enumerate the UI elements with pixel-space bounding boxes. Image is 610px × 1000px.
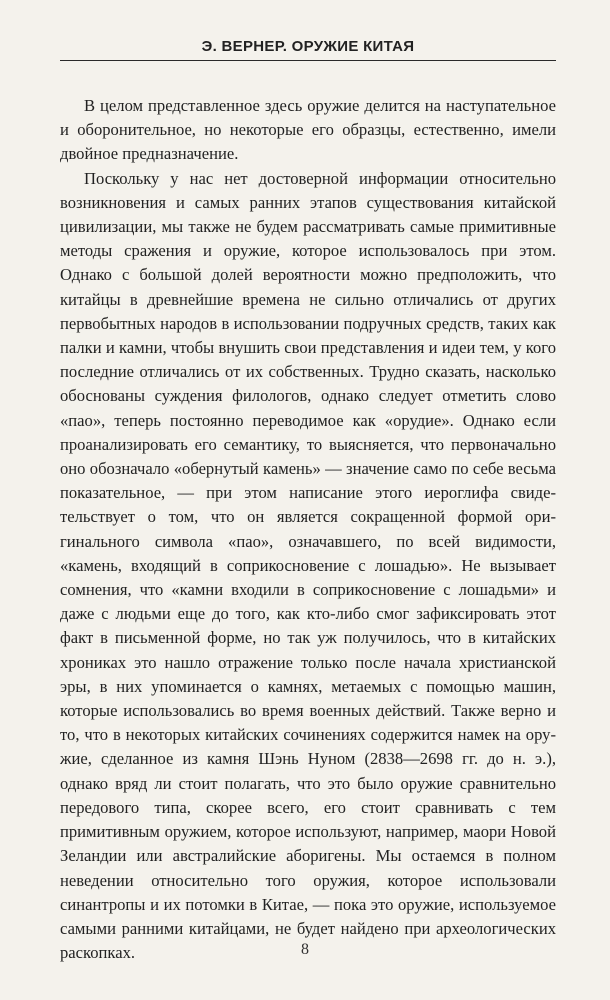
header-rule — [60, 60, 556, 61]
running-head-title: Э. ВЕРНЕР. ОРУЖИЕ КИТАЯ — [201, 38, 415, 55]
page-number: 8 — [301, 941, 309, 958]
paragraph-2: Поскольку у нас нет достоверной информации относительно возникновения и самых ранних этапов существования китайской цивилизации, мы также не будем рассматривать самые примитивные методы сражения и оружие, которое использовалось при этом. Однако с большой долей вероятности можно предположить, что китайцы в древнейшие времена не сильно отличались от других первобытных народов в использовании подручных средств, таких как палки и камни, чтобы внушить свои представления и идеи тем, у кого последние отличались от их собственных. Трудно сказать, насколько обоснованы суждения филологов, однако следует отметить слово «пао», теперь постоянно переводимое как «орудие». Однако если проанализировать его семантику, то выясняется, что первоначально оно обозначало «обернутый камень» — значение само по себе весьма показательное, — при этом написание этого иероглифа свидетельствует о том, что он является сокращенной формой оригинального символа «пао», означавшего, по всей видимости, «камень, входящий в соприкосновение с лошадью». Не вызывает сомнения, что «камни входили в соприкосновение с лошадьми» и даже с людьми еще до того, как кто-либо смог зафиксировать этот факт в письменной форме, но так уж получилось, что в китайских хрониках это нашло отражение только после начала христианской эры, в них упоминается о камнях, метаемых с помощью машин, которые использовались во время военных действий. Также верно и то, что в некоторых китайских сочинениях содержится намек на оружие, сделанное из камня Шэнь Нуном (2838—2698 гг. до н. э.), однако вряд ли стоит полагать, что это было оружие сравнительно передового типа, скорее всего, его стоит сравнивать с тем примитивным оружием, которое используют, например, маори Новой Зеландии или австралийские аборигены. Мы остаемся в полном неведении относительно того оружия, которое использовали синантропы и их потомки в Китае, — пока это оружие, используемое самыми ранними китайцами, не будет найдено при археологических раскопках. — [60, 168, 556, 963]
body-text — [60, 94, 556, 965]
paragraph-1: В целом представленное здесь оружие делится на наступательное и оборонительное, но некоторые его образцы, естественно, имели двойное предназначение. — [60, 96, 556, 164]
